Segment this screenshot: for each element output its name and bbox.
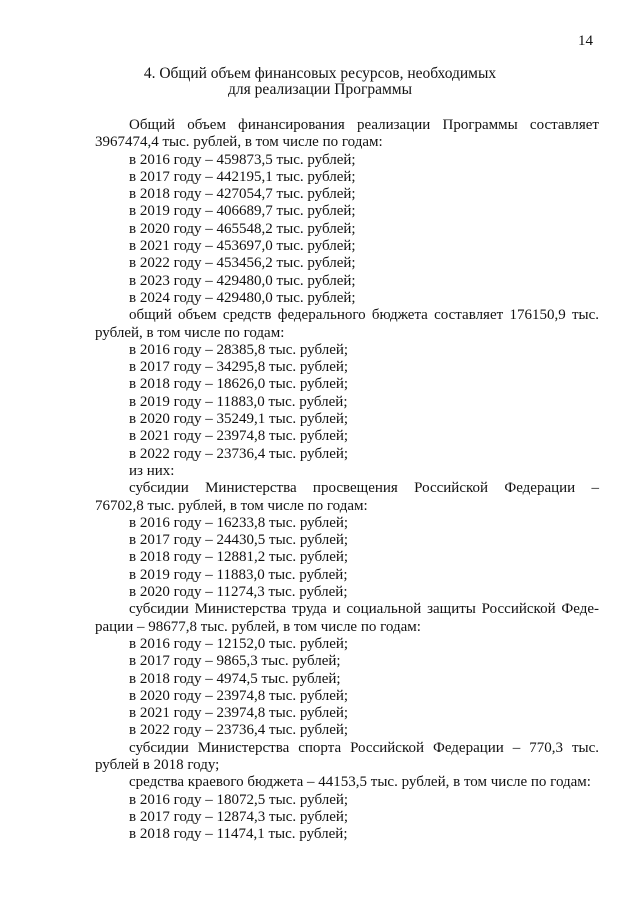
text-line: в 2017 году – 9865,3 тыс. рублей; (129, 653, 341, 670)
page-number: 14 (578, 33, 593, 49)
section-heading-line-1: 4. Общий объем финансовых ресурсов, необходимых (143, 65, 497, 82)
text-line: в 2016 году – 16233,8 тыс. рублей; (129, 514, 349, 531)
text-line: в 2018 году – 427054,7 тыс. рублей; (129, 186, 356, 203)
text-line: в 2023 году – 429480,0 тыс. рублей; (129, 272, 356, 289)
text-line: в 2021 году – 23974,8 тыс. рублей; (129, 428, 349, 445)
text-line: в 2019 году – 406689,7 тыс. рублей; (129, 203, 356, 220)
document-body (95, 117, 599, 843)
text-line: в 2019 году – 11883,0 тыс. рублей; (129, 393, 348, 410)
text-line: в 2022 году – 23736,4 тыс. рублей; (129, 445, 349, 462)
text-line: из них: (129, 462, 175, 479)
text-line: в 2018 году – 12881,2 тыс. рублей; (129, 549, 349, 566)
text-line: в 2019 году – 11883,0 тыс. рублей; (129, 566, 348, 583)
text-line: рублей, в том числе по годам: (95, 324, 285, 341)
text-line: 76702,8 тыс. рублей, в том числе по годам: (95, 497, 368, 514)
section-heading-line-2: для реализации Программы (228, 81, 412, 98)
text-line: в 2016 году – 12152,0 тыс. рублей; (129, 635, 349, 652)
text-line: в 2017 году – 12874,3 тыс. рублей; (129, 808, 349, 825)
text-line: рации – 98677,8 тыс. рублей, в том числе по годам: (95, 618, 421, 635)
text-line: в 2020 году – 23974,8 тыс. рублей; (129, 687, 349, 704)
text-line: в 2022 году – 23736,4 тыс. рублей; (129, 722, 349, 739)
text-line: в 2016 году – 18072,5 тыс. рублей; (129, 791, 349, 808)
text-line: в 2018 году – 18626,0 тыс. рублей; (129, 376, 349, 393)
text-line: субсидии Министерства труда и социальной защиты Российской Феде- (129, 601, 599, 618)
text-line: Общий объем финансирования реализации Программы составляет (129, 117, 599, 133)
text-line: средства краевого бюджета – 44153,5 тыс. рублей, в том числе по годам: (129, 774, 591, 791)
text-line: субсидии Министерства спорта Российской Федерации – 770,3 тыс. (129, 739, 599, 756)
text-line: в 2016 году – 28385,8 тыс. рублей; (129, 341, 349, 358)
text-line: в 2020 году – 35249,1 тыс. рублей; (129, 411, 349, 428)
text-line: 3967474,4 тыс. рублей, в том числе по годам: (95, 134, 383, 151)
text-line: в 2016 году – 459873,5 тыс. рублей; (129, 151, 356, 168)
text-line: в 2020 году – 465548,2 тыс. рублей; (129, 220, 356, 237)
text-line: в 2018 году – 4974,5 тыс. рублей; (129, 670, 341, 687)
text-line: в 2017 году – 24430,5 тыс. рублей; (129, 532, 349, 549)
text-line: в 2020 году – 11274,3 тыс. рублей; (129, 584, 348, 601)
text-line: в 2021 году – 23974,8 тыс. рублей; (129, 705, 349, 722)
text-line: в 2017 году – 34295,8 тыс. рублей; (129, 359, 349, 376)
text-line: рублей в 2018 году; (95, 756, 220, 773)
text-line: в 2021 году – 453697,0 тыс. рублей; (129, 238, 356, 255)
section-heading (0, 66, 640, 98)
text-line: в 2018 году – 11474,1 тыс. рублей; (129, 826, 348, 843)
text-line: субсидии Министерства просвещения Российской Федерации – (129, 480, 599, 497)
text-line: в 2024 году – 429480,0 тыс. рублей; (129, 289, 356, 306)
text-line: в 2017 году – 442195,1 тыс. рублей; (129, 168, 356, 185)
text-line: общий объем средств федерального бюджета составляет 176150,9 тыс. (129, 307, 599, 324)
text-line: в 2022 году – 453456,2 тыс. рублей; (129, 255, 356, 272)
